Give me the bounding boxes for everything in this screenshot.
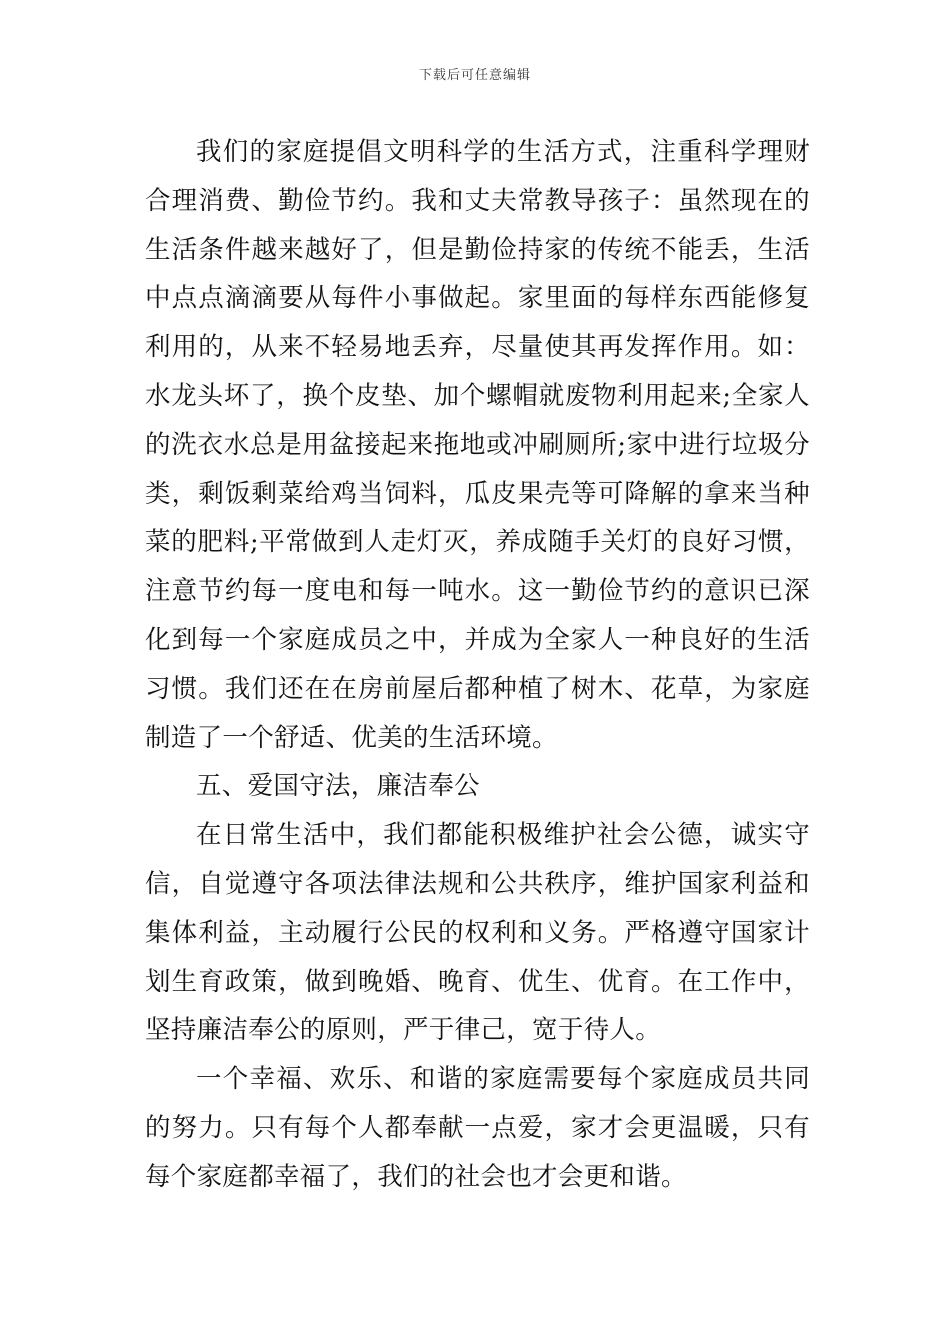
page-header-note: 下载后可任意编辑: [418, 68, 531, 83]
section-heading-patriotism: 五、爱国守法，廉洁奉公: [196, 771, 480, 802]
paragraph-conclusion: 一个幸福、欢乐、和谐的家庭需要每个家庭成员共同的努力。只有每个人都奉献一点爱，家才会更温暖，只有每个家庭都幸福了，我们的社会也才会更和谐。: [145, 1064, 810, 1192]
document-body: [145, 128, 810, 1202]
paragraph-frugal-living: 我们的家庭提倡文明科学的生活方式，注重科学理财合理消费、勤俭节约。我和丈夫常教导孩子：虽然现在的生活条件越来越好了，但是勤俭持家的传统不能丢，生活中点点滴滴要从每件小事做起。家里面的每样东西能修复利用的，从来不轻易地丢弃，尽量使其再发挥作用。如：水龙头坏了，换个皮垫、加个螺帽就废物利用起来;全家人的洗衣水总是用盆接起来拖地或冲刷厕所;家中进行垃圾分类，剩饭剩菜给鸡当饲料，瓜皮果壳等可降解的拿来当种菜的肥料;平常做到人走灯灭，养成随手关灯的良好习惯，注意节约每一度电和每一吨水。这一勤俭节约的意识已深化到每一个家庭成员之中，并成为全家人一种良好的生活习惯。我们还在在房前屋后都种植了树木、花草，为家庭制造了一个舒适、优美的生活环境。: [145, 137, 810, 753]
paragraph-law-abiding: 在日常生活中，我们都能积极维护社会公德，诚实守信，自觉遵守各项法律法规和公共秩序，维护国家利益和集体利益，主动履行公民的权利和义务。严格遵守国家计划生育政策，做到晚婚、晚育、优生、优育。在工作中，坚持廉洁奉公的原则，严于律己，宽于待人。: [145, 820, 810, 1046]
